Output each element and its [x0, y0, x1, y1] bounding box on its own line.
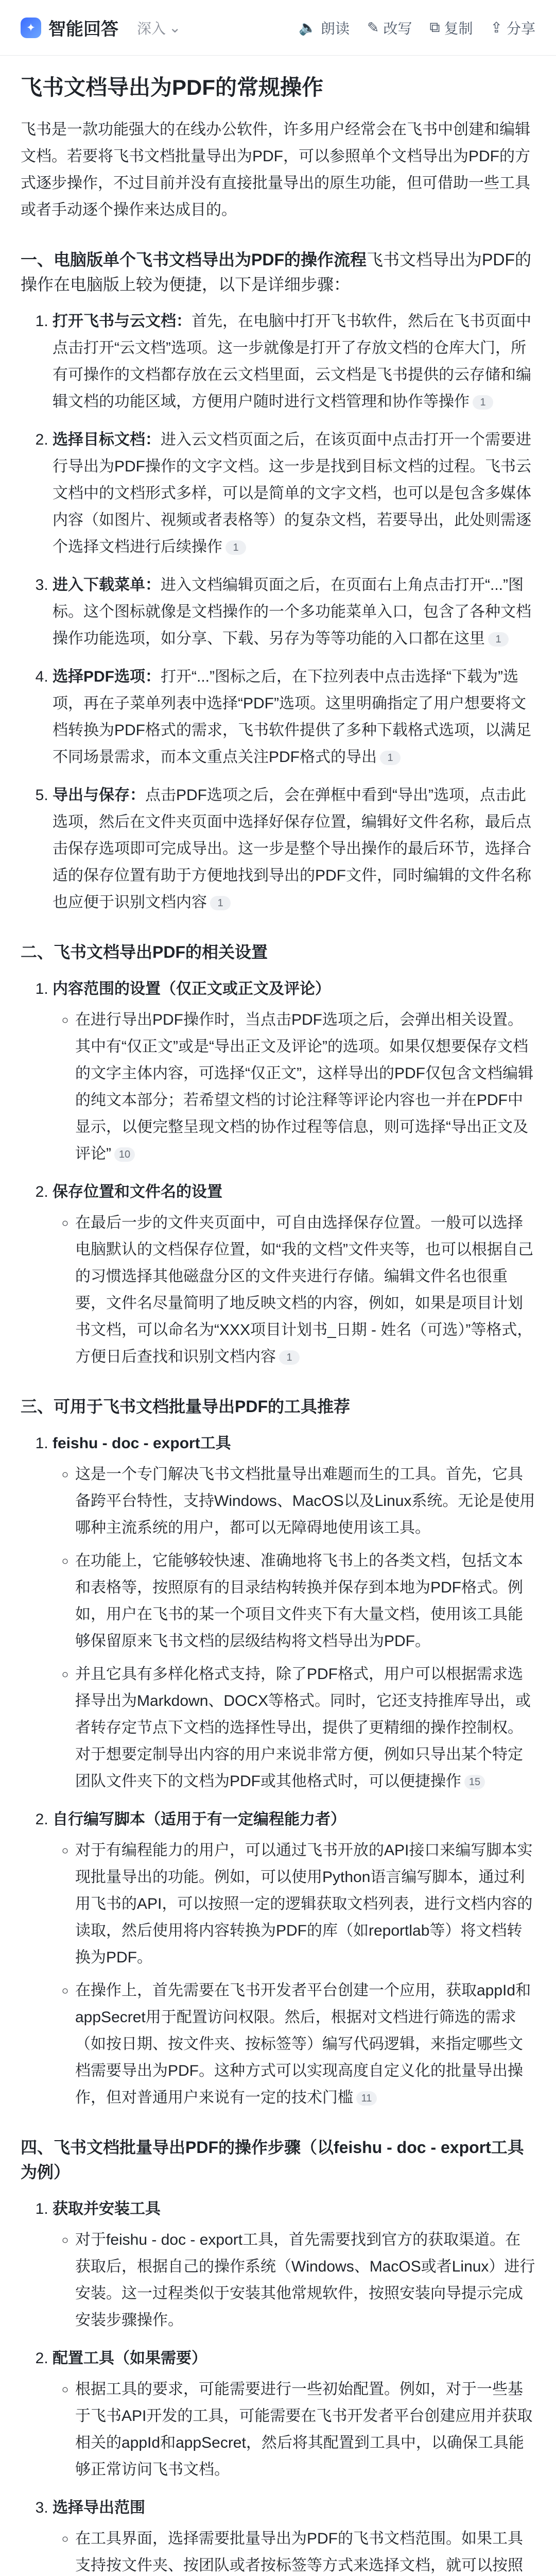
- item-title: 1. 获取并安装工具: [53, 2200, 161, 2217]
- list-item: [53, 2196, 535, 2334]
- section2-title: 二、飞书文档导出PDF的相关设置: [21, 943, 268, 961]
- read-aloud-label: 朗读: [321, 20, 350, 37]
- list-item: [53, 1179, 535, 1370]
- step-title: 导出与保存：: [53, 787, 145, 804]
- citation-badge[interactable]: 11: [356, 2091, 377, 2106]
- detail-text: ◦ 并且它具有多样化格式支持，除了PDF格式，用户可以根据需求选择导出为Markdown、DOCX等格式。同时，它还支持推库导出，或者转存定节点下文档的选择性导出，提供了更精细的操作控制权。对于想要定制导出内容的用户来说非常方便，例如只导出某个特定团队文件夹下的文档为PDF或其他格式时，可以便捷操作 15: [75, 1661, 535, 1795]
- detail-text: ◦ 根据工具的要求，可能需要进行一些初始配置。例如，对于一些基于飞书API开发的工具，可能需要在飞书开发者平台创建应用并获取相关的appId和appSecret，然后将其配置到工具中，以确保工具能够正常访问飞书文档。: [75, 2376, 535, 2483]
- item-details: [53, 1210, 535, 1370]
- step-text: 进入云文档页面之后，在该页面中点击打开一个需要进行导出为PDF操作的文字文档。这一步是找到目标文档的过程。飞书云文档中的文档形式多样，可以是简单的文字文档，也可以是包含多媒体内容（如图片、视频或者表格等）的复杂文档，若要导出，此处则需逐个选择文档进行后续操作: [53, 431, 531, 555]
- item-title: 1. feishu - doc - export工具: [53, 1435, 231, 1452]
- item-title: 2. 保存位置和文件名的设置: [53, 1183, 222, 1200]
- citation-badge[interactable]: 10: [114, 1147, 135, 1162]
- citation-badge[interactable]: 1: [279, 1350, 300, 1365]
- detail-text: ◦ 在操作上，首先需要在飞书开发者平台创建一个应用，获取appId和appSecret用于配置访问权限。然后，根据对文档进行筛选的需求（如按日期、按文件夹、按标签等）编写代码逻辑，来指定哪些文档需要导出为PDF。这种方式可以实现高度自定义化的批量导出操作，但对普通用户来说有一定的技术门槛 11: [75, 1977, 535, 2111]
- section4-title: 四、飞书文档批量导出PDF的操作步骤（以feishu - doc - export工具为例）: [21, 2138, 524, 2181]
- detail-text: ◦ 在最后一步的文件夹页面中，可自由选择保存位置。一般可以选择电脑默认的文档保存位置，如“我的文档”文件夹等，也可以根据自己的习惯选择其他磁盘分区的文件夹进行存储。编辑文件名也很重要，文件名尽量简明了地反映文档的内容，例如，如果是项目计划书文档，可以命名为“XXX项目计划书_日期 - 姓名（可选）”等格式，方便日后查找和识别文档内容 1: [75, 1210, 535, 1370]
- detail-text: ◦ 在进行导出PDF操作时，当点击PDF选项之后，会弹出相关设置。其中有“仅正文”或是“导出正文及评论”的选项。如果仅想要保存文档的文字主体内容，可选择“仅正文”，这样导出的PDF仅包含文档编辑的纯文本部分；若希望文档的讨论注释等评论内容也一并在PDF中显示，以便完整呈现文档的协作过程等信息，则可选择“导出正文及评论” 10: [75, 1007, 535, 1167]
- item-details: [53, 2526, 535, 2576]
- step-text: 打开“...”图标之后，在下拉列表中点击选择“下载为”选项，再在子菜单列表中选择“PDF”选项。这里明确指定了用户想要将文档转换为PDF格式的需求，飞书软件提供了多种下载格式选项，以满足不同场景需求，而本文重点关注PDF格式的导出: [53, 668, 531, 766]
- section2-items: [21, 976, 535, 1370]
- section-heading: [21, 247, 535, 297]
- rewrite-label: 改写: [383, 20, 412, 37]
- detail-text: ◦ 对于feishu - doc - export工具，首先需要找到官方的获取渠道。在获取后，根据自己的操作系统（Windows、MacOS或者Linux）进行安装。这一过程类似于安装其他常规软件，按照安装向导提示完成安装步骤操作。: [75, 2227, 535, 2334]
- list-item: [53, 2495, 535, 2576]
- detail-text: ◦ 这是一个专门解决飞书文档批量导出难题而生的工具。首先，它具备跨平台特性，支持Windows、MacOS以及Linux系统。无论是使用哪种主流系统的用户，都可以无障碍地使用该工具。: [75, 1461, 535, 1541]
- step-title: 进入下载菜单：: [53, 577, 161, 594]
- section3-items: [21, 1430, 535, 2111]
- list-item: [53, 976, 535, 1167]
- section1-tail: 飞书文档导出为PDF的操作在电脑版上较为便捷，以下是详细步骤：: [21, 250, 532, 294]
- speaker-icon: 🔈: [299, 20, 317, 36]
- list-item: [53, 1430, 535, 1795]
- item-title: 2. 自行编写脚本（适用于有一定编程能力者）: [53, 1811, 346, 1828]
- list-item: [53, 782, 535, 916]
- top-actions: [299, 18, 535, 38]
- copy-label: 复制: [444, 20, 473, 37]
- rewrite-button[interactable]: [367, 18, 412, 38]
- edit-icon: ✎: [367, 20, 379, 36]
- brand: [21, 15, 118, 40]
- copy-icon: ⧉: [429, 19, 440, 35]
- citation-badge[interactable]: 1: [473, 395, 493, 410]
- list-item: [53, 2345, 535, 2483]
- item-title: 2. 配置工具（如果需要）: [53, 2350, 207, 2367]
- copy-button[interactable]: [430, 18, 473, 38]
- citation-badge[interactable]: 1: [488, 632, 509, 647]
- share-button[interactable]: [491, 18, 535, 38]
- detail-text: ◦ 在功能上，它能够较快速、准确地将飞书上的各类文档，包括文本和表格等，按照原有的目录结构转换并保存到本地为PDF格式。例如，用户在飞书的某一个项目文件夹下有大量文档，使用该工具能够保留原来飞书文档的层级结构将文档导出为PDF。: [75, 1548, 535, 1655]
- ai-answer-logo-icon: ✦: [21, 18, 41, 38]
- item-details: [53, 1837, 535, 2111]
- detail-text: ◦ 对于有编程能力的用户，可以通过飞书开放的API接口来编写脚本实现批量导出的功能。例如，可以使用Python语言编写脚本，通过利用飞书的API，可以按照一定的逻辑获取文档列表，进行文档内容的读取，然后使用将内容转换为PDF的库（如reportlab等）将文档转换为PDF。: [75, 1837, 535, 1971]
- section1-title: 一、电脑版单个飞书文档导出为PDF的操作流程: [21, 250, 367, 269]
- share-icon: ⇪: [490, 20, 502, 36]
- intro-paragraph: 飞书是一款功能强大的在线办公软件，许多用户经常会在飞书中创建和编辑文档。若要将飞书文档批量导出为PDF，可以参照单个文档导出为PDF的方式逐步操作，不过目前并没有直接批量导出的原生功能，但可借助一些工具或者手动逐个操作来达成目的。: [21, 121, 530, 218]
- share-label: 分享: [506, 20, 535, 37]
- list-item: [53, 427, 535, 561]
- deep-mode-toggle[interactable]: [137, 18, 181, 38]
- section3-title: 三、可用于飞书文档批量导出PDF的工具推荐: [21, 1397, 351, 1416]
- step-title: 选择目标文档：: [53, 431, 161, 448]
- page-title: 飞书文档导出为PDF的常规操作: [21, 75, 324, 99]
- section4-items: [21, 2196, 535, 2576]
- citation-badge[interactable]: 1: [380, 751, 401, 765]
- brand-name: 智能回答: [48, 20, 118, 39]
- read-aloud-button[interactable]: [299, 18, 350, 38]
- item-details: [53, 1461, 535, 1795]
- top-bar: [0, 0, 556, 56]
- list-item: [53, 572, 535, 652]
- detail-text: ◦ 在工具界面，选择需要批量导出为PDF的飞书文档范围。如果工具支持按文件夹、按团队或者按标签等方式来选择文档，就可以按照: [75, 2526, 535, 2576]
- chevron-down-icon: ⌄: [169, 20, 181, 36]
- step-text: 进入文档编辑页面之后，在页面右上角点击打开“...”图标。这个图标就像是文档操作的一个多功能菜单入口，包含了各种文档操作功能选项，如分享、下载、另存为等等功能的入口都在这里: [53, 577, 531, 647]
- list-item: [53, 1806, 535, 2111]
- item-title: 1. 内容范围的设置（仅正文或正文及评论）: [53, 980, 331, 997]
- section1-steps: [21, 308, 535, 916]
- answer-content: [0, 56, 556, 2576]
- item-details: [53, 2227, 535, 2334]
- step-text: 首先，在电脑中打开飞书软件，然后在飞书页面中点击打开“云文档”选项。这一步就像是打开了存放文档的仓库大门，所有可操作的文档都存放在云文档里面，云文档是飞书提供的云存储和编辑文档的功能区域，方便用户随时进行文档管理和协作等操作: [53, 313, 531, 410]
- item-details: [53, 2376, 535, 2483]
- step-text: 点击PDF选项之后，会在弹框中看到“导出”选项，点击此选项，然后在文件夹页面中选择好保存位置，编辑好文件名称，最后点击保存选项即可完成导出。这一步是整个导出操作的最后环节，选择合适的保存位置有助于方便地找到导出的PDF文件，同时编辑的文件名称也应便于识别文档内容: [53, 787, 531, 911]
- item-title: 3. 选择导出范围: [53, 2499, 145, 2516]
- step-title: 选择PDF选项：: [53, 668, 161, 685]
- deep-mode-label: 深入: [137, 20, 166, 37]
- list-item: [53, 664, 535, 771]
- step-title: 打开飞书与云文档：: [53, 313, 192, 330]
- citation-badge[interactable]: 1: [210, 896, 231, 910]
- citation-badge[interactable]: 15: [464, 1775, 485, 1789]
- list-item: [53, 308, 535, 415]
- citation-badge[interactable]: 1: [225, 540, 246, 555]
- item-details: [53, 1007, 535, 1167]
